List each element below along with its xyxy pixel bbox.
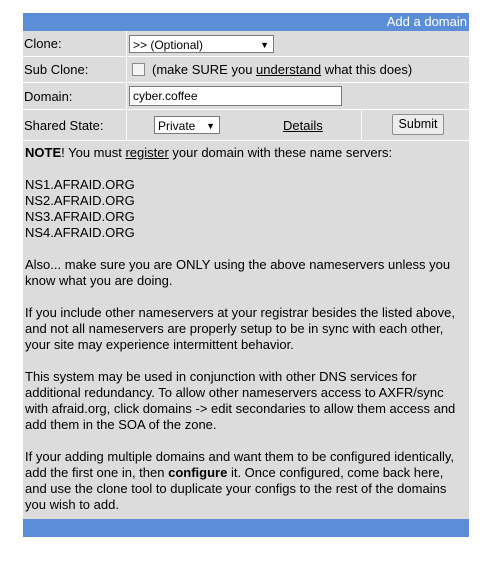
shared-state-value: Private [158, 119, 196, 133]
add-domain-panel [23, 13, 469, 537]
domain-row [23, 83, 469, 110]
notice-paragraph: This system may be used in conjunction with other DNS services for additional redundancy. To allow other nameservers access to AXFR/sync with afraid.org, click domains -> edit secondaries to allow them access and add them in the SOA of the zone. [25, 369, 456, 432]
register-link[interactable]: register [125, 145, 169, 160]
understand-link[interactable]: understand [256, 62, 322, 77]
clone-row [23, 31, 469, 57]
nameserver-item: NS3.AFRAID.ORG [25, 209, 135, 224]
domain-label: Domain: [24, 89, 73, 104]
shared-row [23, 110, 469, 141]
nameserver-list [25, 177, 467, 241]
notice-panel [23, 141, 469, 519]
notice-paragraph: If your adding multiple domains and want them to be configured identically, add the first one in, then configure it. Once configured, come back here, and use the clone tool to duplicate your configs to the rest of the domains you wish to add. [25, 449, 455, 512]
shared-label: Shared State: [24, 118, 104, 133]
details-link[interactable]: Details [283, 118, 323, 133]
chevron-down-icon: ▼ [206, 121, 215, 131]
configure-text: configure [168, 465, 228, 480]
notice-paragraph: If you include other nameservers at your registrar besides the listed above, and not all nameservers are properly setup to be in sync with each other, your site may experience intermittent behavior. [25, 305, 455, 352]
clone-label: Clone: [24, 36, 62, 51]
subclone-note: (make SURE you understand what this does) [152, 62, 413, 77]
nameserver-item: NS4.AFRAID.ORG [25, 225, 135, 240]
chevron-down-icon: ▼ [260, 40, 269, 50]
nameserver-item: NS2.AFRAID.ORG [25, 193, 135, 208]
clone-select[interactable] [129, 35, 274, 53]
subclone-row [23, 57, 469, 83]
clone-select-value: >> (Optional) [133, 38, 204, 52]
subclone-checkbox[interactable] [132, 63, 145, 76]
panel-header [23, 13, 469, 31]
shared-state-select[interactable] [154, 116, 220, 134]
subclone-label: Sub Clone: [24, 62, 89, 77]
panel-footer [23, 519, 469, 537]
notice-paragraph: Also... make sure you are ONLY using the above nameservers unless you know what you are doing. [25, 257, 451, 288]
note-line: NOTE! You must register your domain with these name servers: [25, 145, 393, 160]
nameserver-item: NS1.AFRAID.ORG [25, 177, 135, 192]
submit-button[interactable]: Submit [392, 114, 444, 135]
panel-title: Add a domain [386, 14, 467, 29]
domain-input[interactable]: cyber.coffee [129, 86, 342, 106]
